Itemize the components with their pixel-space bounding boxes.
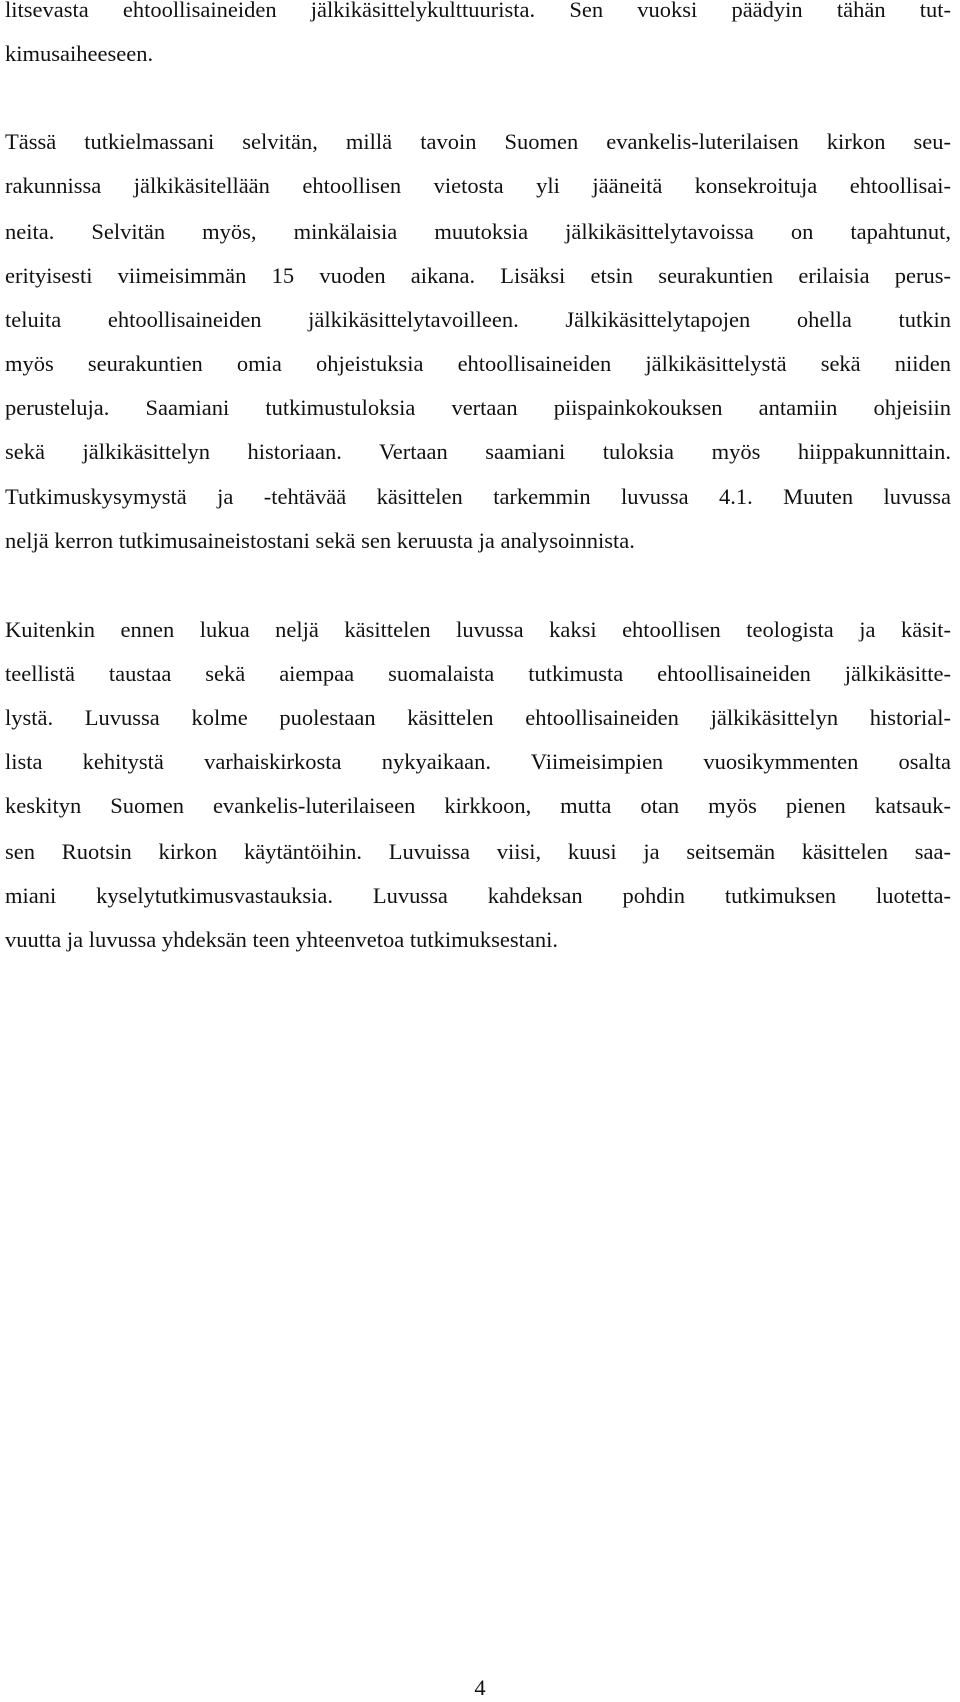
text-line: litsevasta ehtoollisaineiden jälkikäsittelykulttuurista. Sen vuoksi päädyin tähän tut- [5, 0, 951, 22]
text-line: Tutkimuskysymystä ja -tehtävää käsittelen tarkemmin luvussa 4.1. Muuten luvussa [5, 484, 951, 509]
text-line: sekä jälkikäsittelyn historiaan. Vertaan saamiani tuloksia myös hiippakunnittain. [5, 439, 951, 464]
text-line: Kuitenkin ennen lukua neljä käsittelen luvussa kaksi ehtoollisen teologista ja käsit- [5, 617, 951, 642]
text-line: myös seurakuntien omia ohjeistuksia ehtoollisaineiden jälkikäsittelystä sekä niiden [5, 351, 951, 376]
text-line: vuutta ja luvussa yhdeksän teen yhteenvetoa tutkimuksestani. [5, 927, 558, 952]
text-line: Tässä tutkielmassani selvitän, millä tavoin Suomen evankelis-luterilaisen kirkon seu- [5, 129, 951, 154]
text-line: sen Ruotsin kirkon käytäntöihin. Luvuissa viisi, kuusi ja seitsemän käsittelen saa- [5, 839, 951, 864]
text-line: teellistä taustaa sekä aiempaa suomalaista tutkimusta ehtoollisaineiden jälkikäsitte- [5, 661, 951, 686]
text-line: lystä. Luvussa kolme puolestaan käsittelen ehtoollisaineiden jälkikäsittelyn historial- [5, 705, 951, 730]
text-line: perusteluja. Saamiani tutkimustuloksia vertaan piispainkokouksen antamiin ohjeisiin [5, 395, 951, 420]
text-line: lista kehitystä varhaiskirkosta nykyaikaan. Viimeisimpien vuosikymmenten osalta [5, 749, 951, 774]
text-line: rakunnissa jälkikäsitellään ehtoollisen vietosta yli jääneitä konsekroituja ehtoollisai- [5, 173, 951, 198]
text-line: keskityn Suomen evankelis-luterilaiseen kirkkoon, mutta otan myös pienen katsauk- [5, 793, 951, 818]
text-line: neljä kerron tutkimusaineistostani sekä sen keruusta ja analysoinnista. [5, 528, 635, 553]
text-line: teluita ehtoollisaineiden jälkikäsittelytavoilleen. Jälkikäsittelytapojen ohella tutkin [5, 307, 951, 332]
text-line: neita. Selvitän myös, minkälaisia muutoksia jälkikäsittelytavoissa on tapahtunut, [5, 219, 951, 244]
text-line: miani kyselytutkimusvastauksia. Luvussa kahdeksan pohdin tutkimuksen luotetta- [5, 883, 951, 908]
page-number: 4 [474, 1675, 486, 1700]
text-line: erityisesti viimeisimmän 15 vuoden aikana. Lisäksi etsin seurakuntien erilaisia perus- [5, 263, 951, 288]
text-line: kimusaiheeseen. [5, 41, 154, 66]
